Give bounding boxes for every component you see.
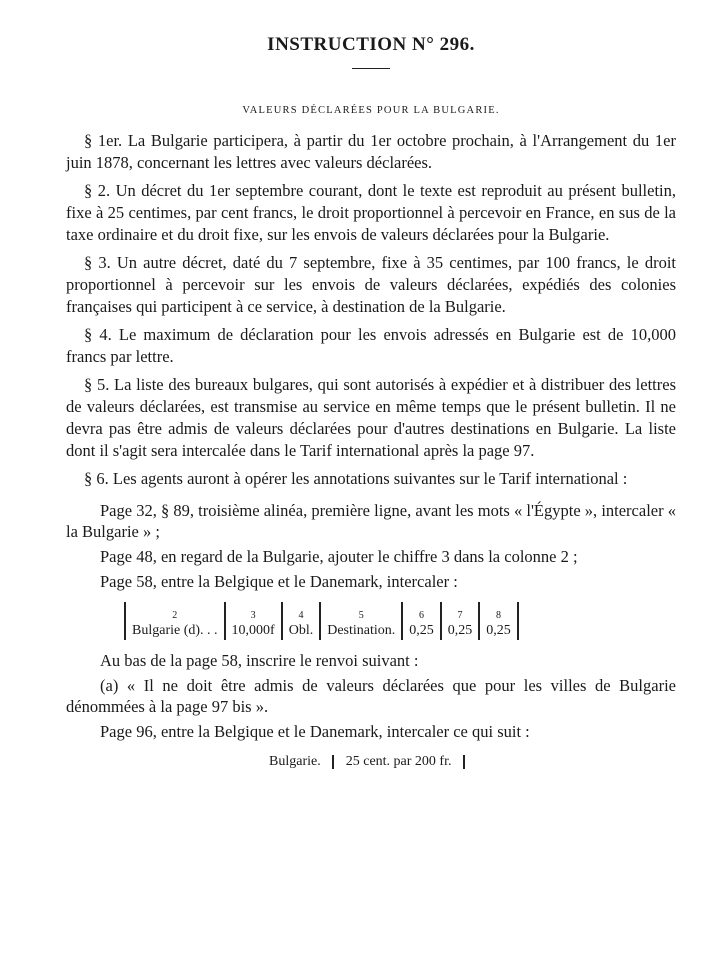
cell-value: Obl. (288, 623, 314, 638)
paragraph-2: § 2. Un décret du 1er septembre courant, dont le texte est reproduit au présent bulletin, fixe à 25 centimes, par cent francs, le droit proportionnel à percevoir en France, en sus de la taxe ordinaire et du droit fixe, sur les envois de valeurs déclarées pour la Bulgarie. (66, 181, 676, 244)
column-number: 3 (250, 610, 256, 621)
page-subtitle: VALEURS DÉCLARÉES POUR LA BULGARIE. (242, 105, 500, 116)
title-rule (352, 68, 390, 69)
paragraph-3: § 3. Un autre décret, daté du 7 septembre, fixe à 35 centimes, par 100 francs, le droit proportionnel à percevoir sur les envois de valeurs déclarées, expédiés des colonies françaises qui participent à ce service, à destination de la Bulgarie. (66, 253, 676, 316)
footer-separator-end (463, 755, 465, 769)
instruction-page-58: Page 58, entre la Belgique et le Danemark, intercaler : (100, 572, 458, 591)
table-cell-obl (281, 602, 320, 640)
footer-separator (332, 755, 334, 769)
column-number: 7 (457, 610, 463, 621)
footer-rate: 25 cent. par 200 fr. (345, 754, 452, 769)
paragraph-6: § 6. Les agents auront à opérer les annotations suivantes sur le Tarif international : (84, 469, 628, 488)
tariff-table-row (124, 602, 676, 640)
instruction-page-32: Page 32, § 89, troisième alinéa, première ligne, avant les mots « l'Égypte », intercaler « la Bulgarie » ; (66, 501, 676, 541)
column-number: 2 (172, 610, 178, 621)
footer-country: Bulgarie. (269, 754, 321, 769)
cell-value: 0,25 (409, 623, 434, 638)
paragraph-1: § 1er. La Bulgarie participera, à partir du 1er octobre prochain, à l'Arrangement du 1er juin 1878, concernant les lettres avec valeurs déclarées. (66, 131, 676, 172)
tariff-footer-line (66, 754, 676, 770)
cell-value: Destination. (327, 623, 396, 638)
cell-value: Bulgarie (d). . . (132, 623, 218, 638)
table-cell-rate-3 (478, 602, 519, 640)
column-number: 8 (496, 610, 501, 621)
table-cell-rate-2 (440, 602, 479, 640)
paragraph-4: § 4. Le maximum de déclaration pour les envois adressés en Bulgarie est de 10,000 francs par lettre. (66, 325, 676, 366)
column-number: 6 (419, 610, 424, 621)
cell-value: 0,25 (447, 623, 473, 638)
table-cell-destination (319, 602, 401, 640)
cell-value: 0,25 (486, 623, 511, 638)
page-title: INSTRUCTION N° 296. (267, 34, 475, 55)
cell-value: 10,000f (231, 623, 275, 638)
paragraph-5: § 5. La liste des bureaux bulgares, qui sont autorisés à expédier et à distribuer des lettres de valeurs déclarées, est transmise au service en même temps que le présent bulletin. Il ne devra pas être admis de valeurs déclarées pour d'autres destinations en Bulgarie. La liste dont il s'agit sera intercalée dans le Tarif international après la page 97. (66, 375, 676, 460)
table-cell-max (224, 602, 281, 640)
footnote-instruction: Au bas de la page 58, inscrire le renvoi suivant : (100, 651, 419, 670)
instruction-page-48: Page 48, en regard de la Bulgarie, ajouter le chiffre 3 dans la colonne 2 ; (100, 547, 578, 566)
footnote-text: (a) « Il ne doit être admis de valeurs déclarées que pour les villes de Bulgarie dénommées à la page 97 bis ». (66, 676, 676, 716)
table-cell-rate-1 (401, 602, 440, 640)
table-cell-country (124, 602, 224, 640)
column-number: 4 (298, 610, 304, 621)
instruction-page-96: Page 96, entre la Belgique et le Danemark, intercaler ce qui suit : (100, 722, 530, 741)
column-number: 5 (358, 610, 364, 621)
